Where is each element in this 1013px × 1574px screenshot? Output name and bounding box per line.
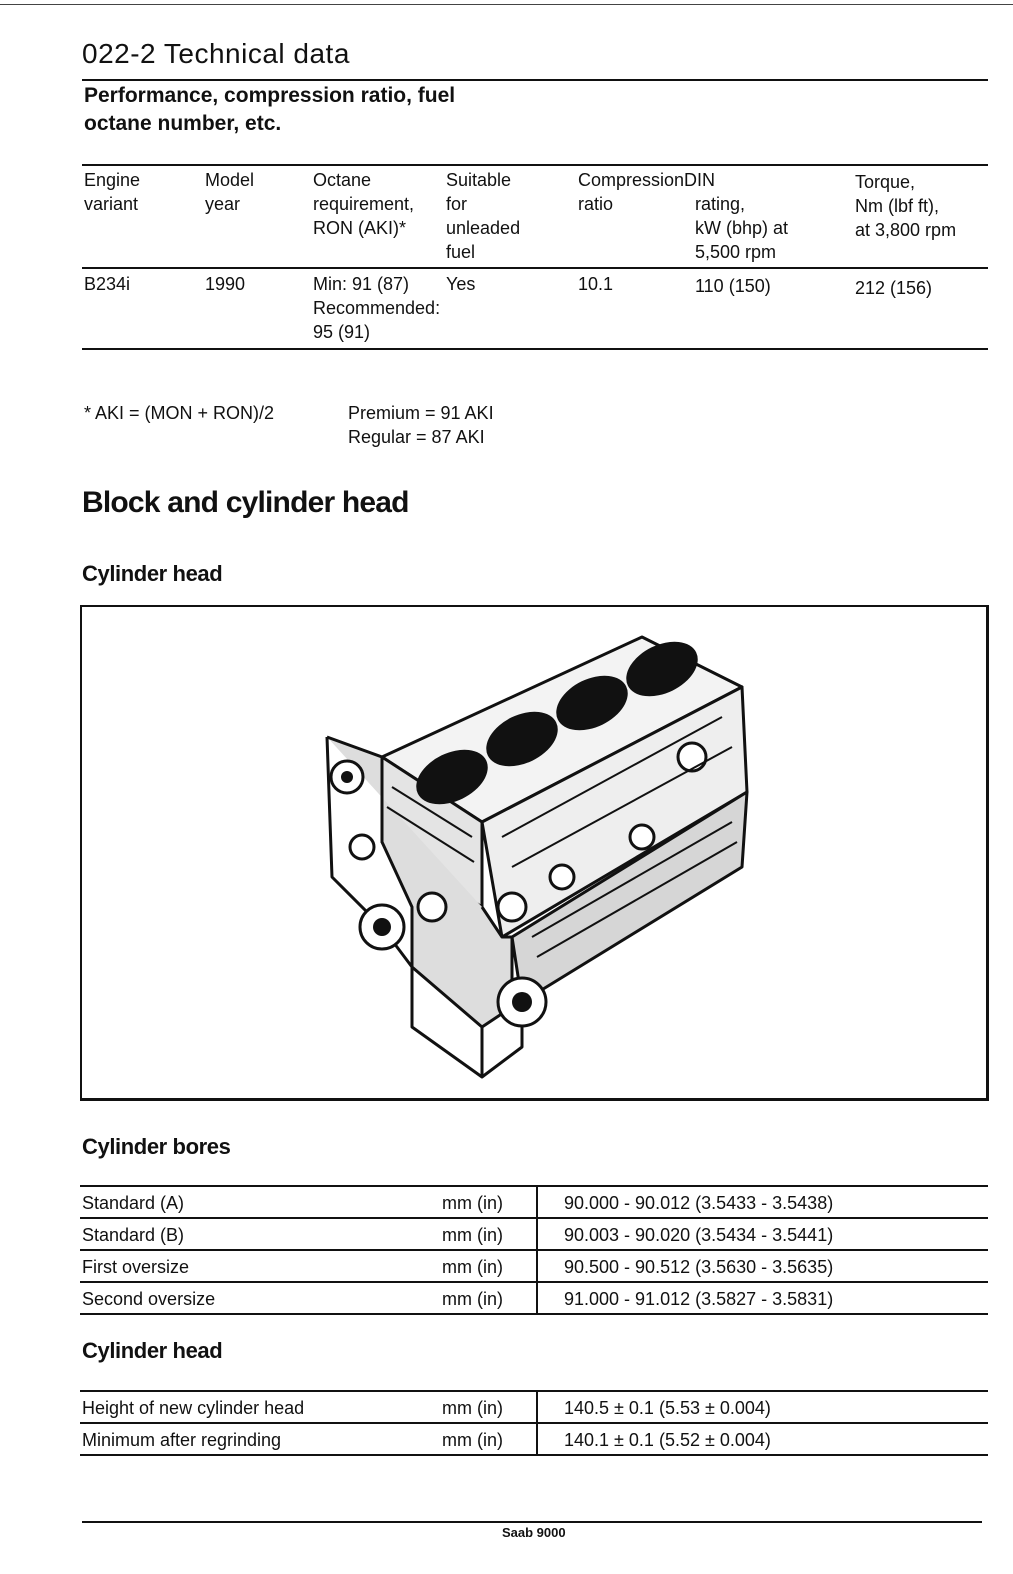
header-line: requirement,	[313, 194, 415, 214]
section-title: 022-2 Technical data	[82, 38, 350, 69]
regular-note: Regular = 87 AKI	[348, 427, 485, 447]
footer-rule	[82, 1521, 982, 1523]
subtitle-line-2: octane number, etc.	[84, 112, 282, 135]
engine-block-icon	[82, 607, 986, 1098]
header-engine-variant	[84, 168, 140, 216]
table-row	[80, 1251, 988, 1283]
table-row	[80, 1424, 988, 1456]
cylinder-head-heading: Cylinder head	[82, 1338, 223, 1363]
table-row	[80, 1283, 988, 1315]
header-torque	[855, 170, 956, 242]
bore-value: 90.003 - 90.020 (3.5434 - 3.5441)	[564, 1225, 834, 1245]
block-heading: Block and cylinder head	[82, 486, 409, 519]
header-line: year	[205, 194, 241, 214]
subtitle	[84, 82, 544, 138]
header-line: Suitable	[446, 170, 512, 190]
cell-din-rating: 110 (150)	[695, 276, 771, 296]
aki-note: * AKI = (MON + RON)/2	[84, 403, 275, 423]
bore-unit: mm (in)	[442, 1257, 503, 1277]
table-row	[80, 1187, 988, 1219]
header-din-rating	[695, 192, 788, 264]
header-line: CompressionDIN	[578, 170, 716, 190]
header-line: ratio	[578, 194, 614, 214]
bore-value: 90.500 - 90.512 (3.5630 - 3.5635)	[564, 1257, 834, 1277]
header-octane	[313, 168, 414, 240]
cell-torque: 212 (156)	[855, 278, 933, 298]
head-unit: mm (in)	[442, 1430, 503, 1450]
cylinder-head-table	[80, 1390, 988, 1458]
octane-line: Min: 91 (87)	[313, 274, 410, 294]
bore-label: First oversize	[82, 1257, 190, 1277]
head-unit: mm (in)	[442, 1398, 503, 1418]
header-line: unleaded	[446, 218, 521, 238]
bore-value: 91.000 - 91.012 (3.5827 - 3.5831)	[564, 1289, 834, 1309]
bore-unit: mm (in)	[442, 1289, 503, 1309]
cylinder-bores-table	[80, 1185, 988, 1317]
figure-heading: Cylinder head	[82, 561, 223, 586]
bore-label: Second oversize	[82, 1289, 216, 1309]
table-bottom-rule	[82, 348, 988, 350]
header-line: Torque,	[855, 172, 916, 192]
row-rule	[80, 1313, 988, 1315]
engine-figure-frame	[80, 605, 989, 1101]
cylinder-bores-heading: Cylinder bores	[82, 1134, 231, 1159]
table-row	[80, 1392, 988, 1424]
bore-value: 90.000 - 90.012 (3.5433 - 3.5438)	[564, 1193, 834, 1213]
bore-unit: mm (in)	[442, 1225, 503, 1245]
bore-unit: mm (in)	[442, 1193, 503, 1213]
header-line: rating,	[695, 194, 746, 214]
header-line: Octane	[313, 170, 372, 190]
bore-label: Standard (B)	[82, 1225, 185, 1245]
premium-note: Premium = 91 AKI	[348, 403, 494, 423]
head-label: Minimum after regrinding	[82, 1430, 282, 1450]
header-line: kW (bhp) at	[695, 218, 789, 238]
head-value: 140.1 ± 0.1 (5.52 ± 0.004)	[564, 1430, 771, 1450]
header-model-year	[205, 168, 254, 216]
header-line: Model	[205, 170, 255, 190]
row-rule	[80, 1454, 988, 1456]
octane-line: Recommended:	[313, 298, 441, 318]
cell-unleaded: Yes	[446, 274, 476, 294]
header-line: fuel	[446, 242, 476, 262]
table-header-rule	[82, 267, 988, 269]
cell-octane	[313, 272, 440, 344]
top-edge-rule	[0, 4, 1013, 5]
octane-line: 95 (91)	[313, 322, 371, 342]
title-rule	[82, 79, 988, 81]
head-value: 140.5 ± 0.1 (5.53 ± 0.004)	[564, 1398, 771, 1418]
table-row	[80, 1219, 988, 1251]
header-line: at 3,800 rpm	[855, 220, 957, 240]
cell-model-year: 1990	[205, 274, 246, 294]
header-line: for	[446, 194, 468, 214]
footer-brand: Saab 9000	[502, 1525, 566, 1540]
cell-compression: 10.1	[578, 274, 614, 294]
cell-engine-variant: B234i	[84, 274, 131, 294]
header-unleaded	[446, 168, 520, 264]
header-line: Engine	[84, 170, 141, 190]
header-line: Nm (lbf ft),	[855, 196, 939, 216]
head-label: Height of new cylinder head	[82, 1398, 305, 1418]
header-line: 5,500 rpm	[695, 242, 777, 262]
table-top-rule	[82, 164, 988, 166]
header-line: RON (AKI)*	[313, 218, 407, 238]
header-line: variant	[84, 194, 139, 214]
bore-label: Standard (A)	[82, 1193, 185, 1213]
subtitle-line-1: Performance, compression ratio, fuel	[84, 84, 456, 107]
